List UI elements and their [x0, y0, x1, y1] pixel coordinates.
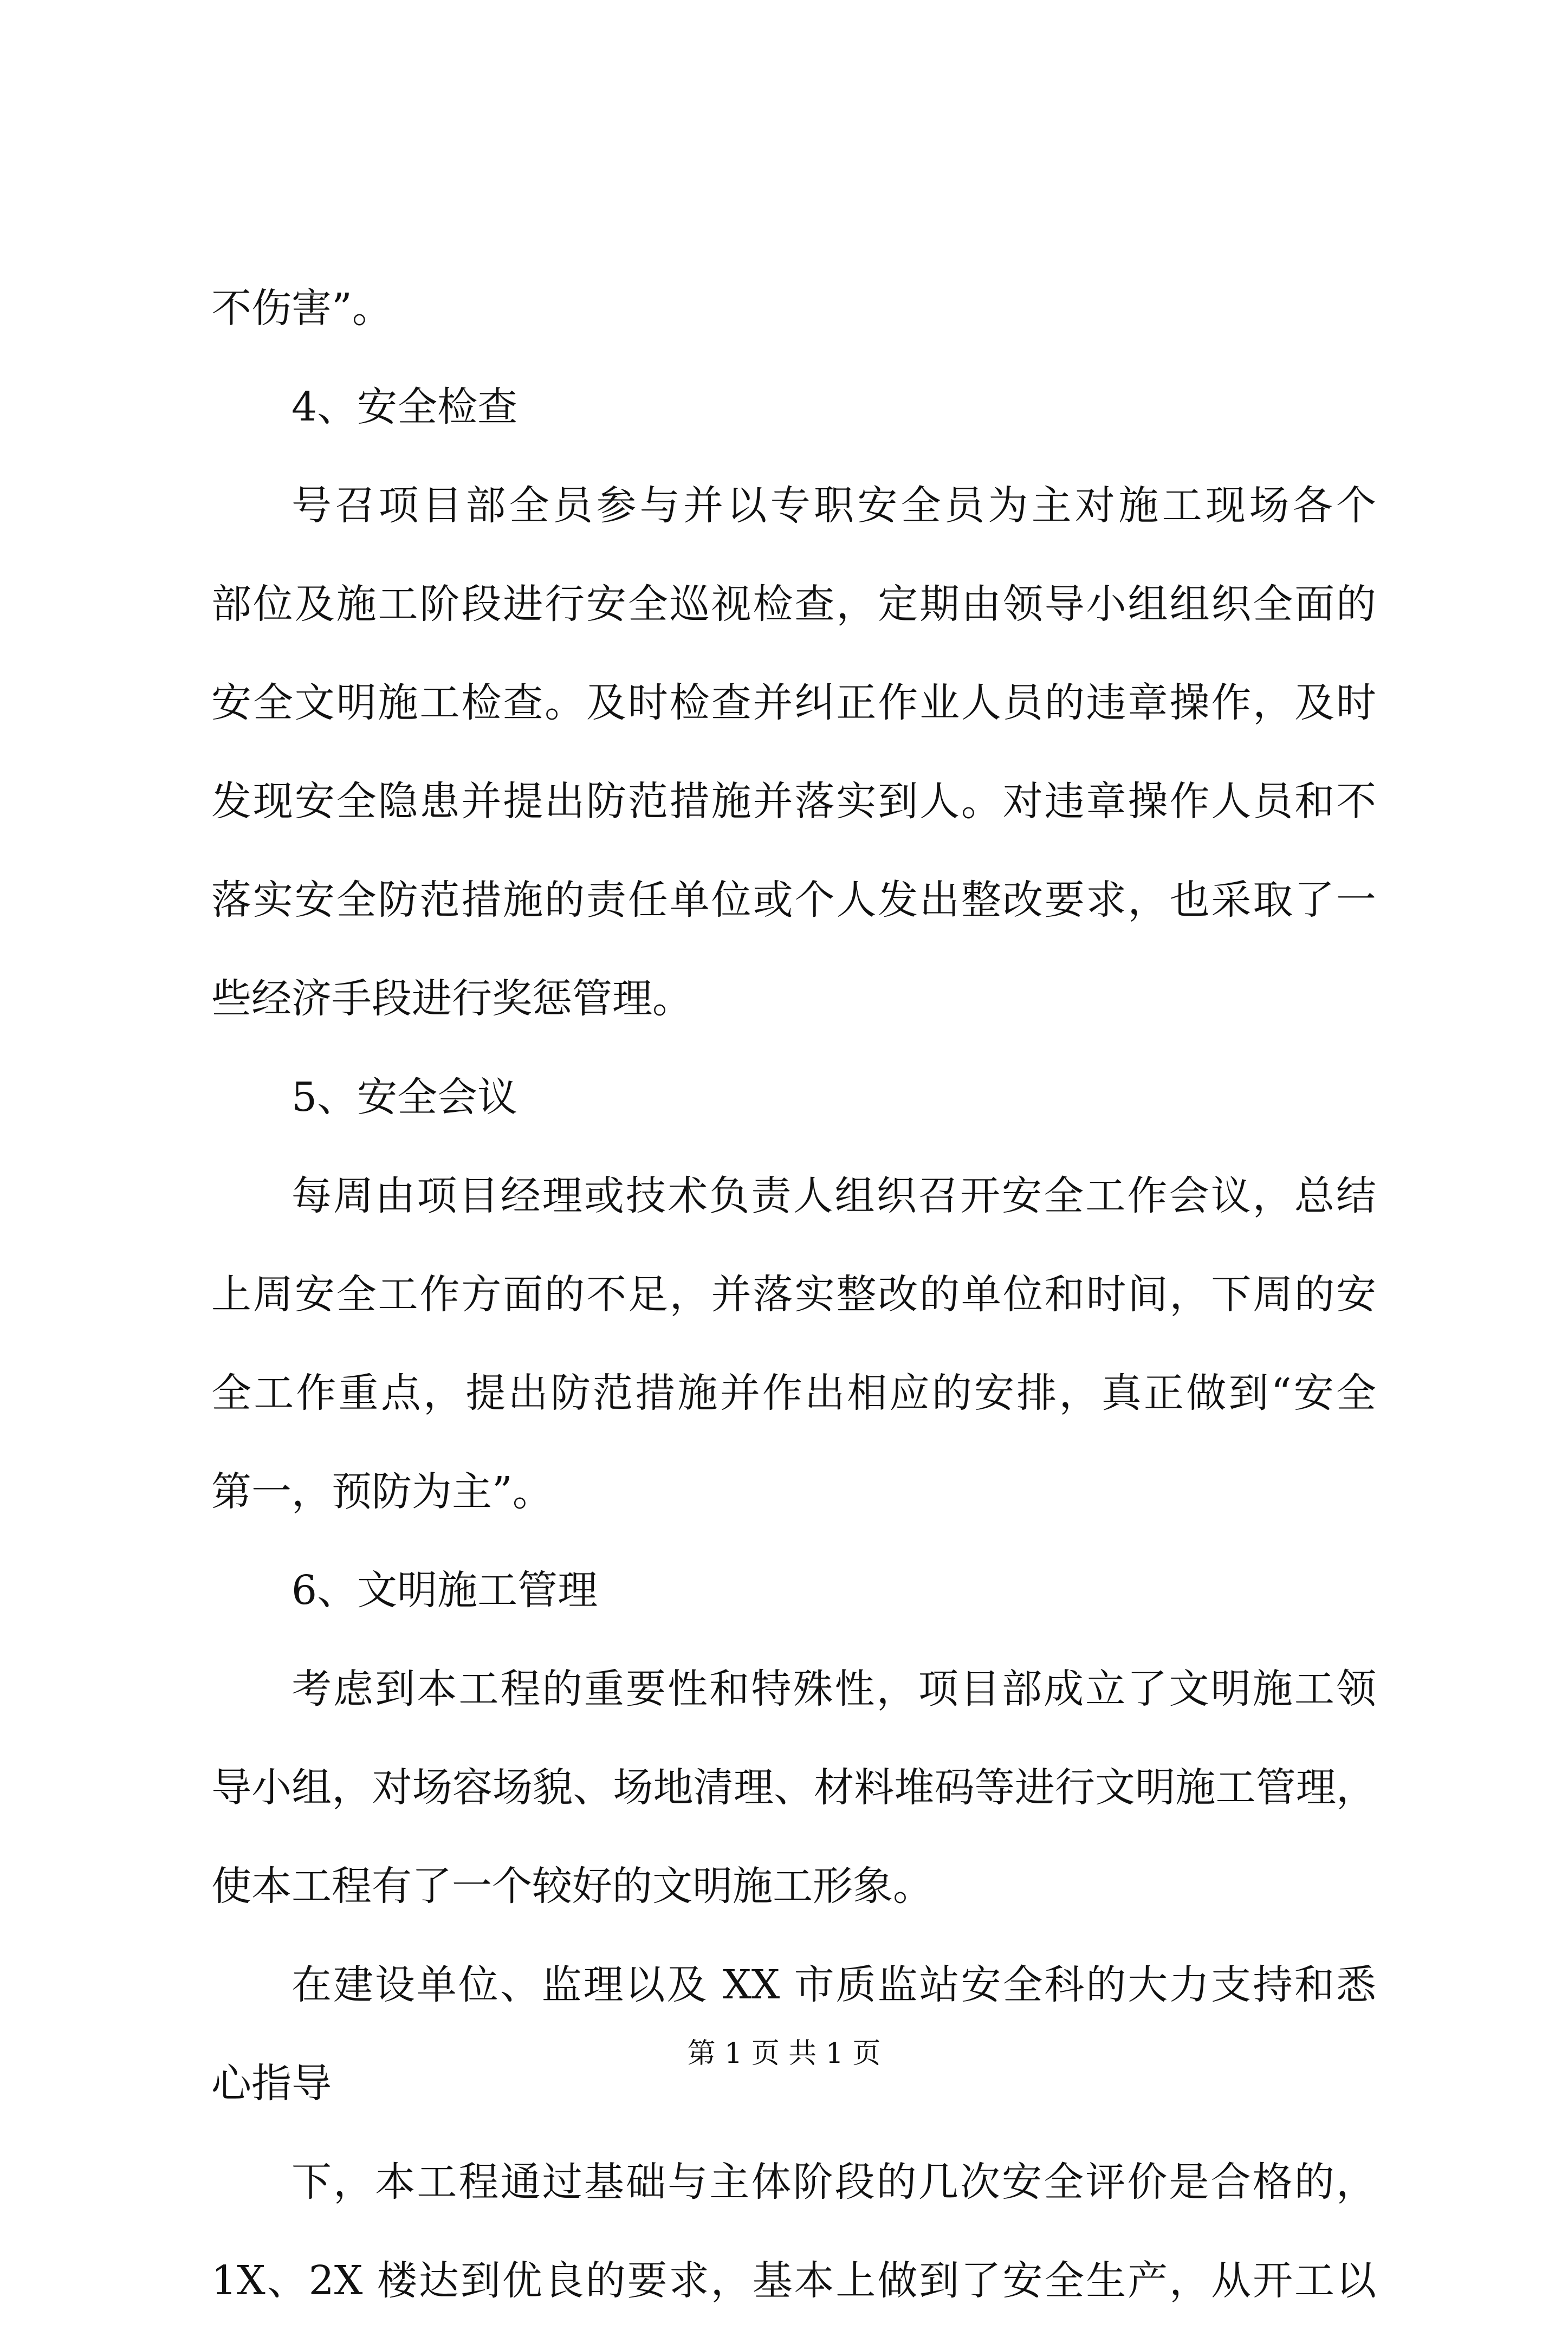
- text-line: 上周安全工作方面的不足，并落实整改的单位和时间，下周的安: [211, 1271, 1376, 1318]
- text-line: 使本工程有了一个较好的文明施工形象。: [211, 1863, 933, 1910]
- text-line: 4、安全检查: [291, 384, 518, 430]
- text-line: 全工作重点，提出防范措施并作出相应的安排，真正做到“安全: [211, 1370, 1376, 1416]
- page-number-footer: 第 1 页 共 1 页: [687, 2037, 881, 2070]
- text-line: 发现安全隐患并提出防范措施并落实到人。对违章操作人员和不: [211, 778, 1376, 825]
- text-line: 6、文明施工管理: [291, 1567, 598, 1614]
- text-line: 1X、2X 楼达到优良的要求，基本上做到了安全生产，从开工以: [211, 2257, 1376, 2304]
- document-body: [211, 259, 1376, 2330]
- text-line: 下，本工程通过基础与主体阶段的几次安全评价是合格的，: [291, 2159, 1376, 2205]
- text-line: 不伤害”。: [211, 285, 392, 332]
- text-line: 安全文明施工检查。及时检查并纠正作业人员的违章操作，及时: [211, 679, 1376, 726]
- text-line: 导小组，对场容场貌、场地清理、材料堆码等进行文明施工管理，: [211, 1764, 1376, 1811]
- text-line: 考虑到本工程的重要性和特殊性，项目部成立了文明施工领: [291, 1666, 1376, 1712]
- text-line: 部位及施工阶段进行安全巡视检查，定期由领导小组组织全面的: [211, 581, 1376, 627]
- text-line: 在建设单位、监理以及 XX 市质监站安全科的大力支持和悉: [291, 1962, 1376, 2008]
- text-line: 5、安全会议: [291, 1074, 518, 1121]
- text-line: 每周由项目经理或技术负责人组织召开安全工作会议，总结: [291, 1173, 1376, 1219]
- text-line: 号召项目部全员参与并以专职安全员为主对施工现场各个: [291, 482, 1376, 529]
- text-line: 落实安全防范措施的责任单位或个人发出整改要求，也采取了一: [211, 877, 1376, 923]
- text-line: 心指导: [211, 2060, 332, 2107]
- text-line: 第一，预防为主”。: [211, 1468, 553, 1515]
- text-line: 些经济手段进行奖惩管理。: [211, 975, 692, 1022]
